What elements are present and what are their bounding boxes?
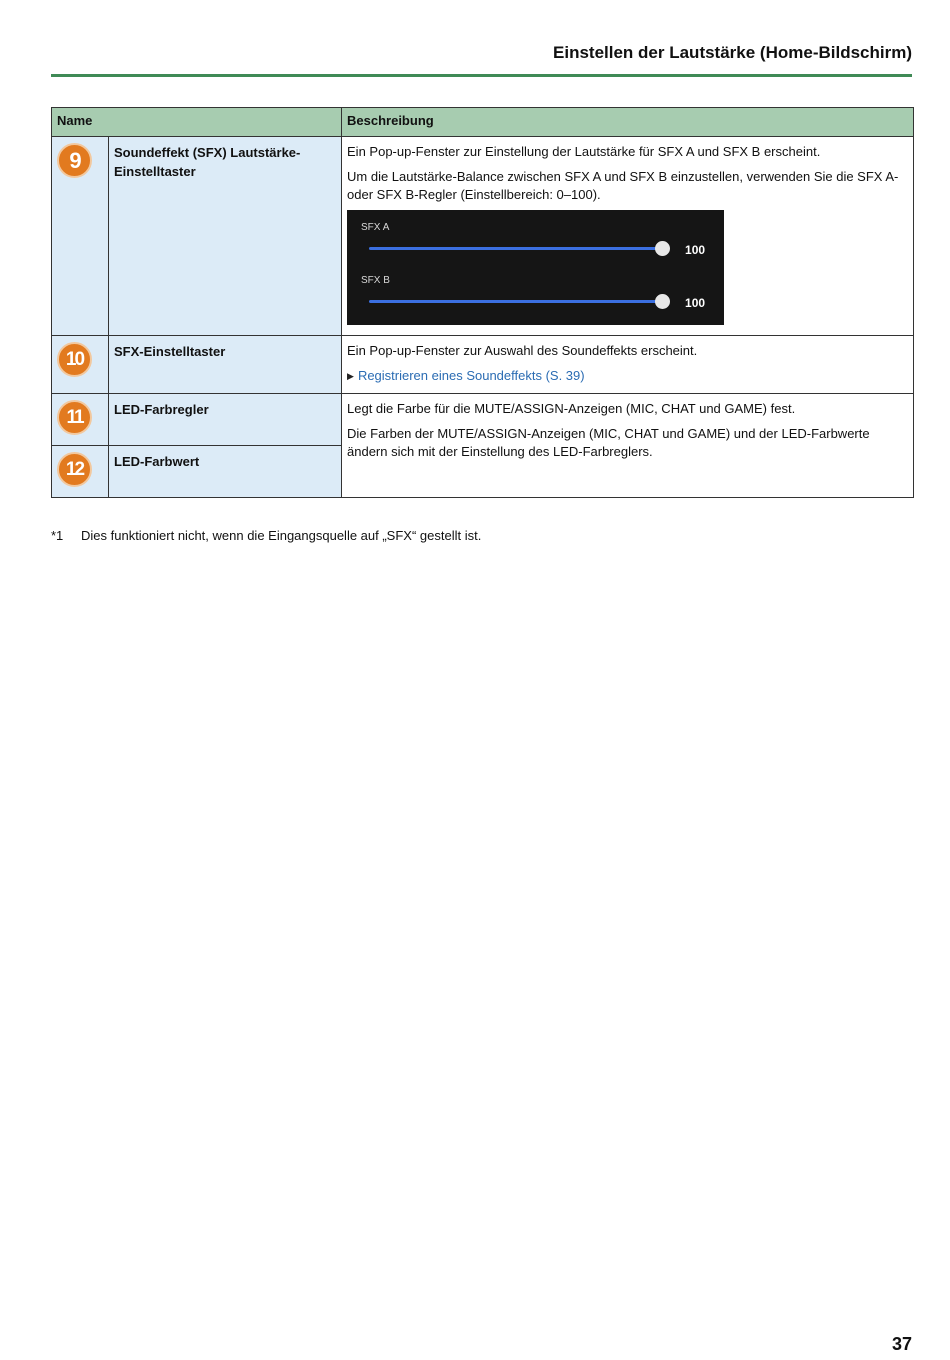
- table-row: [52, 137, 914, 336]
- description-cell: [342, 137, 914, 336]
- sfx-volume-popup: [347, 210, 724, 325]
- description-text: Die Farben der MUTE/ASSIGN-Anzeigen (MIC, CHAT und GAME) und der LED-Farbwerte ändern sich mit der Einstellung des LED-Farbreglers.: [347, 426, 870, 459]
- description-text: Legt die Farbe für die MUTE/ASSIGN-Anzeigen (MIC, CHAT und GAME) fest.: [347, 401, 796, 416]
- reference-line: [347, 367, 905, 385]
- sfx-b-label: SFX B: [361, 275, 390, 286]
- number-badge: 10: [57, 342, 92, 377]
- name-cell: SFX-Einstelltaster: [109, 336, 342, 394]
- number-cell: [52, 336, 109, 394]
- name-cell: LED-Farbregler: [109, 394, 342, 446]
- name-cell: LED-Farbwert: [109, 446, 342, 498]
- sfx-a-slider-track[interactable]: [369, 247, 662, 250]
- arrow-right-icon: ▶: [347, 371, 354, 381]
- footnote-mark: *1: [51, 528, 64, 543]
- sfx-b-slider-knob[interactable]: [655, 294, 670, 309]
- table-row: [52, 336, 914, 394]
- number-badge: 11: [57, 400, 92, 435]
- description-text: Um die Lautstärke-Balance zwischen SFX A und SFX B einzustellen, verwenden Sie die SFX A- oder SFX B-Regler (Einstellbereich: 0–100).: [347, 169, 899, 202]
- column-header-name: Name: [52, 108, 342, 137]
- number-cell: [52, 394, 109, 446]
- footnote: [51, 528, 481, 543]
- number-badge: 9: [57, 143, 92, 178]
- footnote-text: Dies funktioniert nicht, wenn die Eingangsquelle auf „SFX“ gestellt ist.: [81, 528, 482, 543]
- table-row: [52, 394, 914, 446]
- page-header: [51, 40, 912, 77]
- number-cell: [52, 446, 109, 498]
- description-text: Ein Pop-up-Fenster zur Auswahl des Soundeffekts erscheint.: [347, 343, 698, 358]
- description-cell: [342, 394, 914, 498]
- sfx-b-slider-track[interactable]: [369, 300, 662, 303]
- table-header-row: [52, 108, 914, 137]
- description-text: Ein Pop-up-Fenster zur Einstellung der Lautstärke für SFX A und SFX B erscheint.: [347, 144, 821, 159]
- number-cell: [52, 137, 109, 336]
- sfx-a-value: 100: [685, 243, 706, 257]
- sfx-a-label: SFX A: [361, 222, 390, 233]
- register-sound-effect-link[interactable]: Registrieren eines Soundeffekts (S. 39): [357, 368, 585, 383]
- number-badge: 12: [57, 452, 92, 487]
- page-title: Einstellen der Lautstärke (Home-Bildschirm): [553, 43, 912, 62]
- column-header-description: Beschreibung: [342, 108, 914, 137]
- sfx-a-slider-knob[interactable]: [655, 241, 670, 256]
- description-cell: [342, 336, 914, 394]
- name-cell: Soundeffekt (SFX) Lautstärke-Einstelltaster: [109, 137, 342, 336]
- description-table: [51, 107, 914, 498]
- sfx-b-value: 100: [685, 296, 706, 310]
- page-number: 37: [891, 1334, 912, 1354]
